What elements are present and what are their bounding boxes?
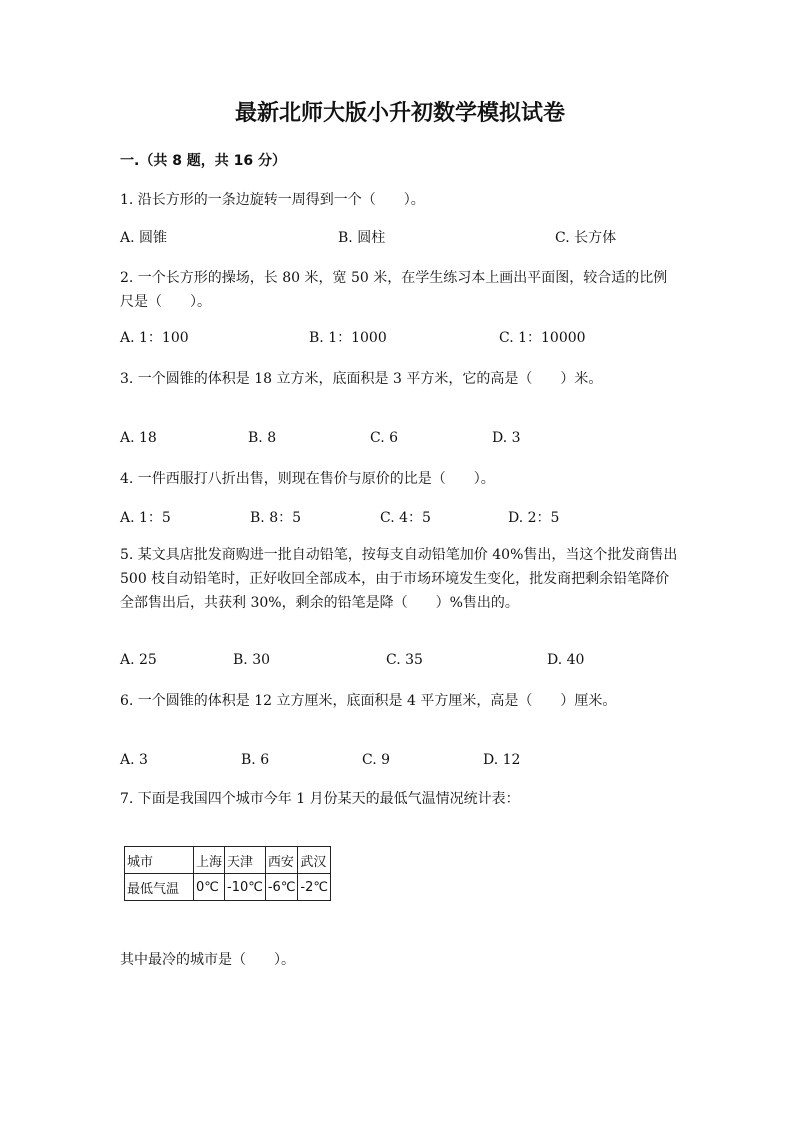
table-header-cell: 天津: [225, 847, 266, 874]
q4-option-b: B. 8：5: [250, 510, 302, 526]
question-2: 2. 一个长方形的操场，长 80 米，宽 50 米，在学生练习本上画出平面图，较合适的比例尺是（ ）。: [120, 270, 668, 310]
q2-option-a: A. 1：100: [120, 330, 189, 346]
q1-option-c: C. 长方体: [555, 230, 617, 246]
question-4: 4. 一件西服打八折出售，则现在售价与原价的比是（ ）。: [120, 471, 495, 487]
q5-option-a: A. 25: [120, 652, 157, 668]
q5-option-d: D. 40: [547, 652, 585, 668]
q5-option-b: B. 30: [233, 652, 271, 668]
q4-option-a: A. 1：5: [120, 510, 171, 526]
table-header-cell: 西安: [265, 847, 298, 874]
table-header-cell: 武汉: [298, 847, 331, 874]
q3-option-c: C. 6: [370, 430, 399, 446]
page-title: 最新北师大版小升初数学模拟试卷: [234, 101, 565, 126]
q6-option-b: B. 6: [241, 752, 270, 768]
q5-option-c: C. 35: [386, 652, 423, 668]
q3-option-d: D. 3: [492, 430, 521, 446]
table-header-cell: 城市: [125, 847, 194, 874]
table-cell: 最低气温: [125, 874, 194, 901]
question-3: 3. 一个圆锥的体积是 18 立方米，底面积是 3 平方米，它的高是（ ）米。: [120, 371, 603, 387]
table-row: [125, 847, 331, 874]
q3-option-a: A. 18: [120, 430, 157, 446]
question-5: 5. 某文具店批发商购进一批自动铅笔，按每支自动铅笔加价 40%售出，当这个批发商售出 500 枝自动铅笔时，正好收回全部成本，由于市场环境发生变化，批发商把剩余铅笔降价全部售出后，共获利 30%，剩余的铅笔是降（ ）%售出的。: [120, 547, 678, 611]
table-cell: -2℃: [298, 874, 331, 901]
q6-option-d: D. 12: [483, 752, 521, 768]
temperature-table: [124, 846, 331, 901]
q4-option-d: D. 2：5: [508, 510, 560, 526]
question-6: 6. 一个圆锥的体积是 12 立方厘米，底面积是 4 平方厘米，高是（ ）厘米。: [120, 693, 617, 709]
q1-option-b: B. 圆柱: [338, 230, 386, 246]
q3-option-b: B. 8: [248, 430, 277, 446]
table-cell: -6℃: [265, 874, 298, 901]
table-cell: 0℃: [194, 874, 225, 901]
section-heading: 一.（共 8 题，共 16 分）: [120, 153, 287, 169]
question-1: 1. 沿长方形的一条边旋转一周得到一个（ ）。: [120, 192, 425, 208]
q2-option-b: B. 1：1000: [309, 330, 387, 346]
q6-option-c: C. 9: [362, 752, 391, 768]
table-cell: -10℃: [225, 874, 266, 901]
q6-option-a: A. 3: [120, 752, 148, 768]
table-row: [125, 874, 331, 901]
q4-option-c: C. 4：5: [380, 510, 431, 526]
table-header-cell: 上海: [194, 847, 225, 874]
question-7: 7. 下面是我国四个城市今年 1 月份某天的最低气温情况统计表：: [120, 791, 520, 807]
q2-option-c: C. 1：10000: [499, 330, 586, 346]
question-7-prompt: 其中最冷的城市是（ ）。: [120, 952, 295, 968]
q1-option-a: A. 圆锥: [120, 230, 168, 246]
